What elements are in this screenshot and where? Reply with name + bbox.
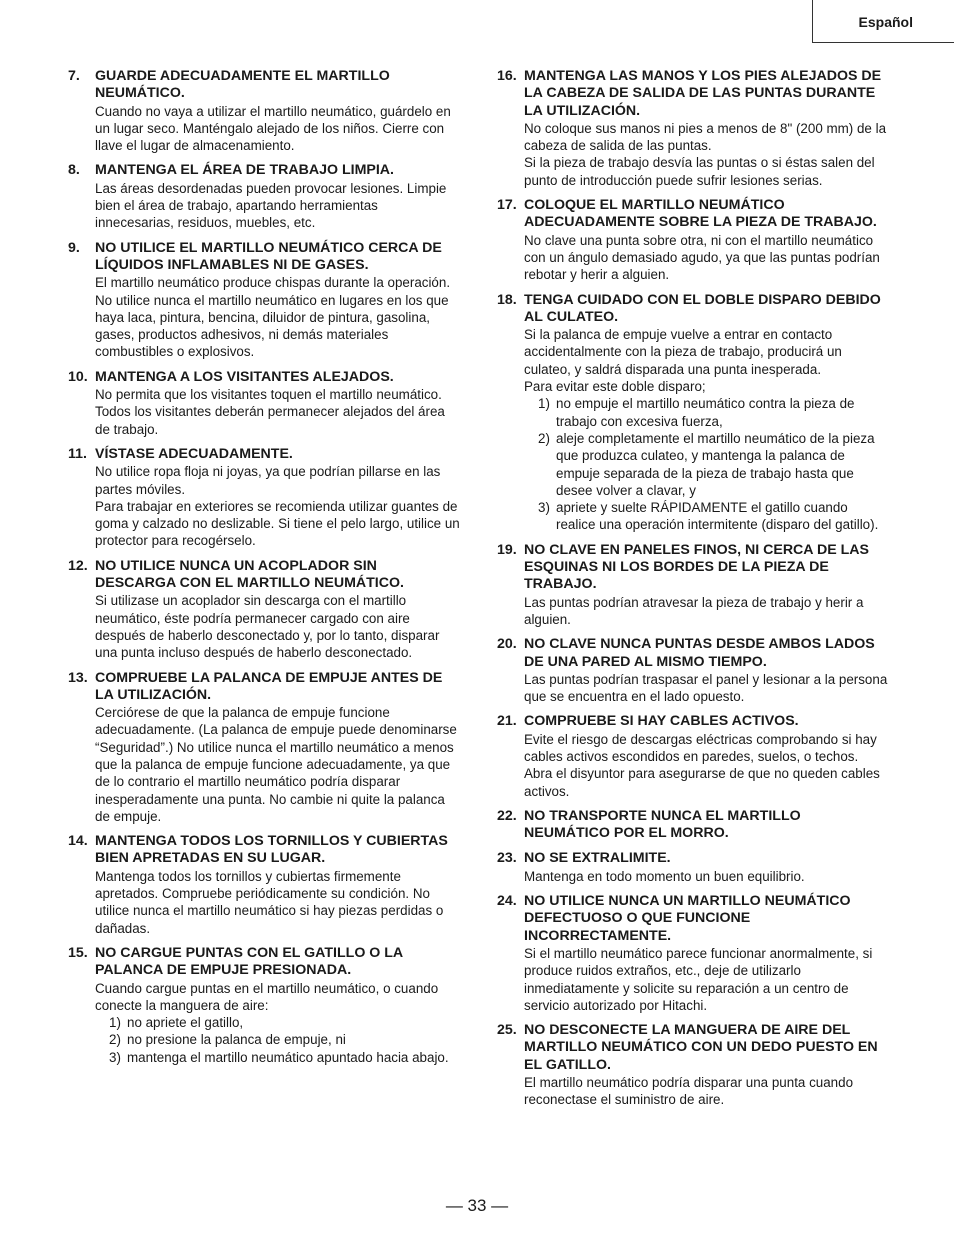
item-paragraph: Cuando cargue puntas en el martillo neumático, o cuando conecte la manguera de aire: bbox=[95, 980, 439, 1013]
item-paragraph: Si utilizase un acoplador sin descarga con el martillo neumático, éste podría permanecer cargado con aire después de haberlo desconectado y, por lo tanto, disparar una punta incluso después de haberlo desconectado. bbox=[95, 593, 440, 661]
item-heading: NO CLAVE NUNCA PUNTAS DESDE AMBOS LADOS DE UNA PARED AL MISMO TIEMPO. bbox=[524, 636, 875, 670]
item-paragraph: Si el martillo neumático parece funcionar anormalmente, si produce ruidos extraños, etc., deje de utilizarlo inmediatamente y solicite su reparación a un centro de servicio autorizado por Hitachi. bbox=[524, 945, 873, 1013]
item-paragraph: Las puntas podrían traspasar el panel y lesionar a la persona que se encuentra en el lado opuesto. bbox=[524, 671, 888, 705]
item-number: 10. bbox=[68, 368, 88, 385]
item-number: 18. bbox=[497, 291, 517, 308]
warning-item bbox=[497, 893, 889, 1014]
sub-item bbox=[95, 1014, 460, 1031]
item-heading: COMPRUEBE SI HAY CABLES ACTIVOS. bbox=[524, 713, 799, 730]
item-paragraph: El martillo neumático podría disparar una punta cuando reconectase el suministro de aire. bbox=[524, 1075, 854, 1108]
item-heading: MANTENGA EL ÁREA DE TRABAJO LIMPIA. bbox=[95, 162, 394, 179]
warning-item bbox=[497, 542, 889, 628]
item-number: 19. bbox=[497, 541, 517, 558]
item-body bbox=[95, 704, 460, 825]
page-number: — 33 — bbox=[445, 1196, 509, 1215]
item-number: 15. bbox=[68, 944, 88, 961]
item-body bbox=[95, 463, 460, 549]
item-paragraph: Cerciórese de que la palanca de empuje funcione adecuadamente. (La palanca de empuje puede denominarse “Seguridad”.) No utilice nunca el martillo neumático a menos que la palanca de empuje funcione adecuadamente, ya que de lo contrario el martillo neumático podría disparar inesperadamente una punta. No cambie ni quite la palanca de empuje. bbox=[95, 705, 457, 824]
warning-item bbox=[68, 240, 460, 361]
item-heading: TENGA CUIDADO CON EL DOBLE DISPARO DEBIDO AL CULATEO. bbox=[524, 291, 881, 325]
item-body bbox=[524, 120, 889, 189]
item-heading: GUARDE ADECUADAMENTE EL MARTILLO NEUMÁTICO. bbox=[95, 68, 390, 102]
item-number: 12. bbox=[68, 557, 88, 574]
warning-item bbox=[497, 1022, 889, 1108]
item-paragraph: Todos los visitantes deberán permanecer alejados del área de trabajo. bbox=[95, 404, 445, 437]
sub-item-number: 1) bbox=[538, 396, 550, 412]
item-number: 20. bbox=[497, 636, 517, 653]
left-column bbox=[68, 68, 460, 1074]
item-number: 8. bbox=[68, 162, 80, 179]
warning-item bbox=[68, 446, 460, 550]
item-body bbox=[524, 731, 889, 800]
item-paragraph: Para evitar este doble disparo; bbox=[524, 379, 706, 395]
item-body bbox=[95, 386, 460, 438]
sub-item-text: mantenga el martillo neumático apuntado hacia abajo. bbox=[127, 1049, 449, 1065]
item-paragraph: Si la palanca de empuje vuelve a entrar en contacto accidentalmente con la pieza de trabajo, producirá un culateo, y saldrá disparada una punta inesperada. bbox=[524, 327, 842, 377]
item-paragraph: No utilice ropa floja ni joyas, ya que podrían pillarse en las partes móviles. bbox=[95, 464, 441, 497]
item-heading: MANTENGA TODOS LOS TORNILLOS Y CUBIERTAS BIEN APRETADAS EN SU LUGAR. bbox=[95, 833, 448, 867]
language-tab bbox=[812, 0, 954, 43]
item-number: 23. bbox=[497, 850, 517, 867]
item-number: 21. bbox=[497, 713, 517, 730]
item-heading: MANTENGA LAS MANOS Y LOS PIES ALEJADOS DE LA CABEZA DE SALIDA DE LAS PUNTAS DURANTE LA UTILIZACIÓN. bbox=[524, 68, 882, 119]
warning-item bbox=[497, 850, 889, 885]
item-paragraph: No utilice nunca el martillo neumático en lugares en los que haya laca, pintura, bencina, diluidor de pintura, gasolina, gases, productos adhesivos, ni demás materiales combustibles o explosivos. bbox=[95, 292, 449, 360]
item-body bbox=[95, 103, 460, 155]
item-heading: MANTENGA A LOS VISITANTES ALEJADOS. bbox=[95, 368, 394, 385]
sub-item-text: no presione la palanca de empuje, ni bbox=[127, 1032, 346, 1048]
item-heading: NO UTILICE NUNCA UN MARTILLO NEUMÁTICO DEFECTUOSO O QUE FUNCIONE INCORRECTAMENTE. bbox=[524, 893, 851, 944]
item-number: 17. bbox=[497, 197, 517, 214]
warning-item bbox=[68, 369, 460, 438]
item-heading: NO CLAVE EN PANELES FINOS, NI CERCA DE LAS ESQUINAS NI LOS BORDES DE LA PIEZA DE TRABAJO. bbox=[524, 541, 869, 593]
item-paragraph: El martillo neumático produce chispas durante la operación. bbox=[95, 275, 451, 291]
sub-item-number: 1) bbox=[109, 1015, 121, 1031]
item-heading: NO UTILICE EL MARTILLO NEUMÁTICO CERCA DE LÍQUIDOS INFLAMABLES NI DE GASES. bbox=[95, 239, 442, 273]
sub-item-text: no empuje el martillo neumático contra la pieza de trabajo con excesiva fuerza, bbox=[556, 396, 855, 429]
item-heading: NO DESCONECTE LA MANGUERA DE AIRE DEL MARTILLO NEUMÁTICO CON UN DEDO PUESTO EN EL GATILLO. bbox=[524, 1022, 878, 1073]
warning-item bbox=[497, 292, 889, 534]
sub-item-number: 3) bbox=[538, 500, 550, 516]
item-number: 16. bbox=[497, 68, 517, 84]
item-number: 9. bbox=[68, 239, 80, 256]
language-label: Español bbox=[858, 14, 913, 30]
sub-item bbox=[524, 395, 889, 430]
item-number: 22. bbox=[497, 807, 517, 824]
item-body bbox=[95, 180, 460, 232]
item-heading: COMPRUEBE LA PALANCA DE EMPUJE ANTES DE LA UTILIZACIÓN. bbox=[95, 669, 443, 703]
item-number: 7. bbox=[68, 68, 80, 84]
item-body bbox=[524, 1074, 889, 1109]
sub-item bbox=[95, 1031, 460, 1048]
warning-item bbox=[497, 68, 889, 189]
warning-item bbox=[497, 636, 889, 705]
warning-item bbox=[68, 670, 460, 826]
item-heading: COLOQUE EL MARTILLO NEUMÁTICO ADECUADAMENTE SOBRE LA PIEZA DE TRABAJO. bbox=[524, 197, 877, 231]
item-heading: NO UTILICE NUNCA UN ACOPLADOR SIN DESCARGA CON EL MARTILLO NEUMÁTICO. bbox=[95, 557, 404, 592]
sub-item-number: 3) bbox=[109, 1049, 121, 1065]
item-paragraph: No coloque sus manos ni pies a menos de 8" (200 mm) de la cabeza de salida de las puntas. bbox=[524, 120, 887, 154]
sub-item bbox=[95, 1049, 460, 1066]
item-heading: NO SE EXTRALIMITE. bbox=[524, 850, 671, 867]
item-body bbox=[95, 274, 460, 360]
item-body bbox=[524, 671, 889, 706]
item-heading: VÍSTASE ADECUADAMENTE. bbox=[95, 445, 293, 462]
item-paragraph: Las áreas desordenadas pueden provocar lesiones. Limpie bien el área de trabajo, apartando herramientas innecesarias, residuos, muebles, etc. bbox=[95, 180, 447, 231]
item-paragraph: Las puntas podrían atravesar la pieza de trabajo y herir a alguien. bbox=[524, 594, 864, 627]
item-heading: NO TRANSPORTE NUNCA EL MARTILLO NEUMÁTICO POR EL MORRO. bbox=[524, 807, 801, 842]
item-number: 25. bbox=[497, 1022, 517, 1039]
item-number: 13. bbox=[68, 669, 88, 686]
item-body bbox=[95, 592, 460, 661]
item-paragraph: Para trabajar en exteriores se recomienda utilizar guantes de goma y calzado no deslizable. Si tiene el pelo largo, utilice un protector para recogérselo. bbox=[95, 498, 460, 549]
warning-item bbox=[497, 713, 889, 799]
item-body bbox=[524, 232, 889, 284]
item-number: 14. bbox=[68, 833, 88, 850]
sub-item-text: apriete y suelte RÁPIDAMENTE el gatillo cuando realice una operación intermitente (disparo del gatillo). bbox=[556, 500, 879, 533]
sub-item bbox=[524, 430, 889, 499]
item-body bbox=[524, 326, 889, 534]
item-paragraph: Cuando no vaya a utilizar el martillo neumático, guárdelo en un lugar seco. Manténgalo alejado de los niños. Cierre con llave el lugar de almacenamiento. bbox=[95, 103, 451, 154]
item-body bbox=[95, 980, 460, 1066]
item-paragraph: No clave una punta sobre otra, ni con el martillo neumático con un ángulo demasiado agudo, ya que las puntas podrían rebotar y herir a alguien. bbox=[524, 232, 880, 283]
warning-item bbox=[68, 833, 460, 937]
item-number: 11. bbox=[68, 445, 87, 462]
item-number: 24. bbox=[497, 893, 517, 910]
item-body bbox=[95, 868, 460, 937]
item-paragraph: No permita que los visitantes toquen el martillo neumático. bbox=[95, 387, 442, 403]
item-body bbox=[524, 868, 889, 885]
warning-item bbox=[68, 162, 460, 231]
warning-item bbox=[68, 558, 460, 662]
warning-item bbox=[497, 197, 889, 283]
item-paragraph: Mantenga todos los tornillos y cubiertas firmemente apretados. Compruebe periódicamente su condición. No utilice nunca el martillo neumático si hay piezas perdidas o dañadas. bbox=[95, 868, 444, 936]
sub-item-number: 2) bbox=[109, 1032, 121, 1048]
warning-item bbox=[68, 68, 460, 154]
warning-item bbox=[68, 945, 460, 1066]
item-paragraph: Si la pieza de trabajo desvía las puntas o si éstas salen del punto de introducción puede sufrir lesiones serias. bbox=[524, 155, 875, 188]
item-body bbox=[524, 945, 889, 1014]
sub-item bbox=[524, 499, 889, 534]
item-body bbox=[524, 594, 889, 629]
item-paragraph: Mantenga en todo momento un buen equilibrio. bbox=[524, 868, 805, 884]
item-paragraph: Evite el riesgo de descargas eléctricas comprobando si hay cables activos escondidos en paredes, suelos, o techos. Abra el disyuntor para asegurarse de que no queden cables activos. bbox=[524, 731, 880, 799]
right-column bbox=[497, 68, 889, 1117]
warning-item bbox=[497, 808, 889, 843]
item-heading: NO CARGUE PUNTAS CON EL GATILLO O LA PALANCA DE EMPUJE PRESIONADA. bbox=[95, 944, 403, 979]
sub-item-text: aleje completamente el martillo neumático de la pieza que produzca culateo, y mantenga la palanca de empuje separada de la pieza de trabajo hasta que desee volver a clavar, y bbox=[556, 430, 875, 498]
sub-item-number: 2) bbox=[538, 430, 550, 446]
sub-item-text: no apriete el gatillo, bbox=[127, 1015, 244, 1031]
